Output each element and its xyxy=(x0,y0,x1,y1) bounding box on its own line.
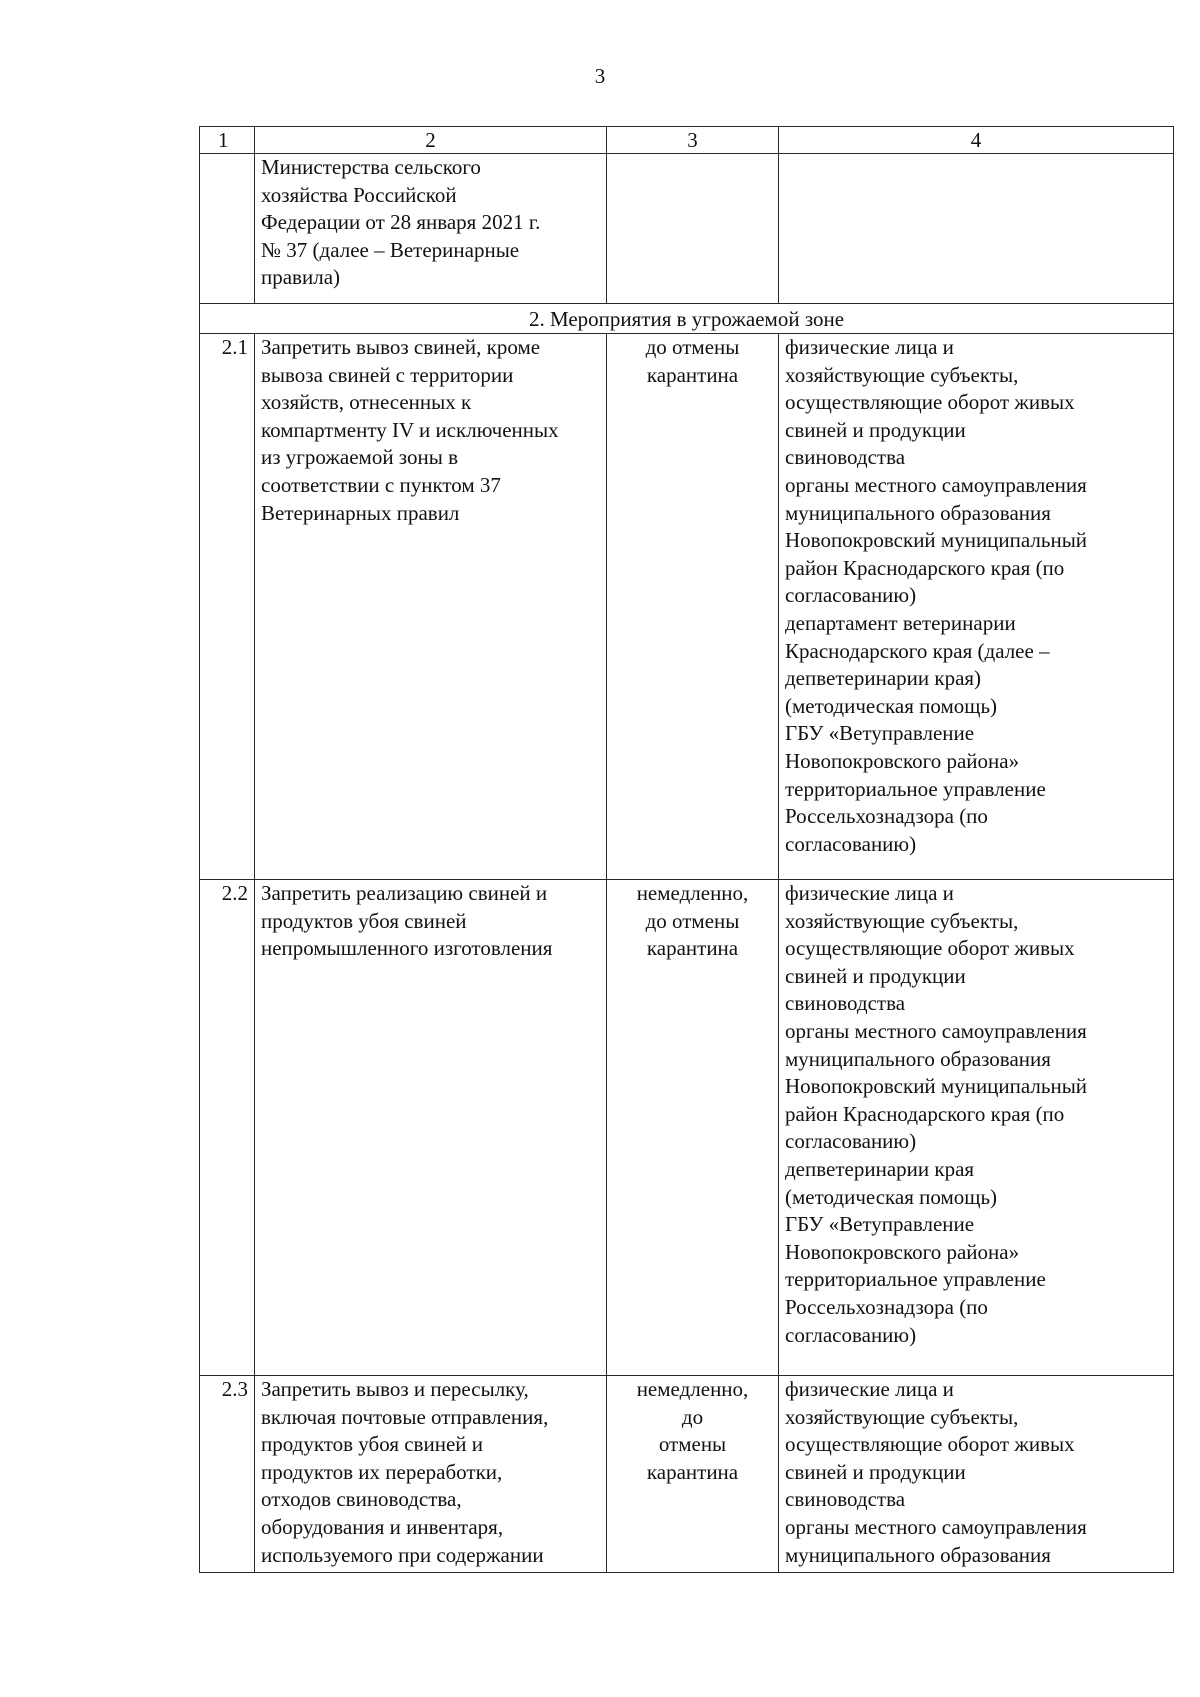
measure-line: оборудования и инвентаря, xyxy=(261,1514,504,1539)
measure-line: используемого при содержании xyxy=(261,1542,544,1567)
term-cell xyxy=(607,1376,779,1573)
table-row xyxy=(200,334,1174,880)
measure-line: включая почтовые отправления, xyxy=(261,1404,549,1429)
term-line: отмены xyxy=(658,1432,727,1457)
measure-cell xyxy=(255,334,607,880)
measure-line: вывоза свиней с территории xyxy=(261,362,514,387)
measure-line: продуктов убоя свиней и xyxy=(261,1432,483,1457)
term-cell xyxy=(607,880,779,1376)
measure-line: № 37 (далее – Ветеринарные xyxy=(261,237,520,262)
responsible-cell xyxy=(779,334,1174,880)
continuation-measure-cell xyxy=(255,154,607,304)
responsible-line: хозяйствующие субъекты, xyxy=(785,908,1019,933)
continuation-num-cell xyxy=(200,154,255,304)
row-number: 2.3 xyxy=(200,1376,255,1573)
responsible-line: согласованию) xyxy=(785,583,917,608)
measure-line: продуктов их переработки, xyxy=(261,1459,503,1484)
responsible-line: Россельхознадзора (по xyxy=(785,804,988,829)
measure-line: компартменту IV и исключенных xyxy=(261,417,559,442)
responsible-line: ГБУ «Ветуправление xyxy=(785,721,975,746)
responsible-line: органы местного самоуправления xyxy=(785,472,1087,497)
responsible-line: осуществляющие оборот живых xyxy=(785,1432,1075,1457)
responsible-line: хозяйствующие субъекты, xyxy=(785,362,1019,387)
section-title-row xyxy=(200,304,1174,334)
responsible-line: свиноводства xyxy=(785,991,906,1016)
continuation-row xyxy=(200,154,1174,304)
responsible-line: согласованию) xyxy=(785,831,917,856)
responsible-line: территориальное управление xyxy=(785,1267,1046,1292)
responsible-line: муниципального образования xyxy=(785,500,1051,525)
responsible-line: хозяйствующие субъекты, xyxy=(785,1404,1019,1429)
responsible-line: согласованию) xyxy=(785,1129,917,1154)
responsible-cell xyxy=(779,880,1174,1376)
measure-line: хозяйства Российской xyxy=(261,182,457,207)
term-line: карантина xyxy=(646,936,739,961)
measure-line: Ветеринарных правил xyxy=(261,500,460,525)
responsible-line: свиней и продукции xyxy=(785,1459,966,1484)
responsible-line: свиней и продукции xyxy=(785,963,966,988)
measure-cell xyxy=(255,1376,607,1573)
measure-line: Запретить реализацию свиней и xyxy=(261,881,548,905)
table-row xyxy=(200,880,1174,1376)
term-line: карантина xyxy=(646,362,739,387)
responsible-line: Краснодарского края (далее – xyxy=(785,638,1050,663)
term-cell xyxy=(607,334,779,880)
responsible-line: согласованию) xyxy=(785,1322,917,1347)
measure-line: Министерства сельского xyxy=(261,155,481,179)
responsible-line: район Краснодарского края (по xyxy=(785,1101,1065,1126)
measures-table xyxy=(199,126,1174,1573)
term-line: до отмены xyxy=(645,335,740,359)
responsible-line: (методическая помощь) xyxy=(785,1184,998,1209)
term-line: немедленно, xyxy=(636,881,749,905)
section-title: 2. Мероприятия в угрожаемой зоне xyxy=(200,304,1174,334)
responsible-line: департамент ветеринарии xyxy=(785,610,1016,635)
responsible-line: (методическая помощь) xyxy=(785,693,998,718)
responsible-line: депветеринарии края xyxy=(785,1156,975,1181)
term-line: карантина xyxy=(646,1459,739,1484)
measure-line: соответствии с пунктом 37 xyxy=(261,472,501,497)
term-line: немедленно, xyxy=(636,1377,749,1401)
measure-line: Запретить вывоз свиней, кроме xyxy=(261,335,541,359)
measure-line: из угрожаемой зоны в xyxy=(261,445,458,470)
responsible-line: Новопокровского района» xyxy=(785,1239,1020,1264)
responsible-line: осуществляющие оборот живых xyxy=(785,936,1075,961)
responsible-line: муниципального образования xyxy=(785,1542,1051,1567)
row-number: 2.1 xyxy=(200,334,255,880)
responsible-line: физические лица и xyxy=(785,1377,954,1401)
responsible-line: Новопокровский муниципальный xyxy=(785,1074,1088,1099)
measure-line: непромышленного изготовления xyxy=(261,936,553,961)
responsible-line: ГБУ «Ветуправление xyxy=(785,1212,975,1237)
term-line: до отмены xyxy=(645,908,740,933)
responsible-line: территориальное управление xyxy=(785,776,1046,801)
header-col-4: 4 xyxy=(779,127,1174,154)
page-number: 3 xyxy=(594,64,606,88)
responsible-cell xyxy=(779,1376,1174,1573)
table-row xyxy=(200,1376,1174,1573)
responsible-line: осуществляющие оборот живых xyxy=(785,390,1075,415)
continuation-term-cell xyxy=(607,154,779,304)
responsible-line: физические лица и xyxy=(785,881,954,905)
responsible-line: свиней и продукции xyxy=(785,417,966,442)
responsible-line: район Краснодарского края (по xyxy=(785,555,1065,580)
responsible-line: муниципального образования xyxy=(785,1046,1051,1071)
responsible-line: физические лица и xyxy=(785,335,954,359)
table-header-row xyxy=(200,127,1174,154)
header-col-1: 1 xyxy=(200,127,255,154)
responsible-line: свиноводства xyxy=(785,1487,906,1512)
responsible-line: Новопокровский муниципальный xyxy=(785,528,1088,553)
header-col-2: 2 xyxy=(255,127,607,154)
term-line: до xyxy=(681,1404,704,1429)
responsible-line: органы местного самоуправления xyxy=(785,1514,1087,1539)
measure-line: продуктов убоя свиней xyxy=(261,908,467,933)
responsible-line: органы местного самоуправления xyxy=(785,1018,1087,1043)
measure-line: правила) xyxy=(261,265,341,290)
measure-line: хозяйств, отнесенных к xyxy=(261,390,472,415)
responsible-line: свиноводства xyxy=(785,445,906,470)
measure-line: Федерации от 28 января 2021 г. xyxy=(261,210,541,235)
row-number: 2.2 xyxy=(200,880,255,1376)
responsible-line: Новопокровского района» xyxy=(785,748,1020,773)
responsible-line: Россельхознадзора (по xyxy=(785,1294,988,1319)
measure-line: отходов свиноводства, xyxy=(261,1487,462,1512)
continuation-responsible-cell xyxy=(779,154,1174,304)
responsible-line: депветеринарии края) xyxy=(785,666,982,691)
measure-cell xyxy=(255,880,607,1376)
measure-line: Запретить вывоз и пересылку, xyxy=(261,1377,529,1401)
header-col-3: 3 xyxy=(607,127,779,154)
